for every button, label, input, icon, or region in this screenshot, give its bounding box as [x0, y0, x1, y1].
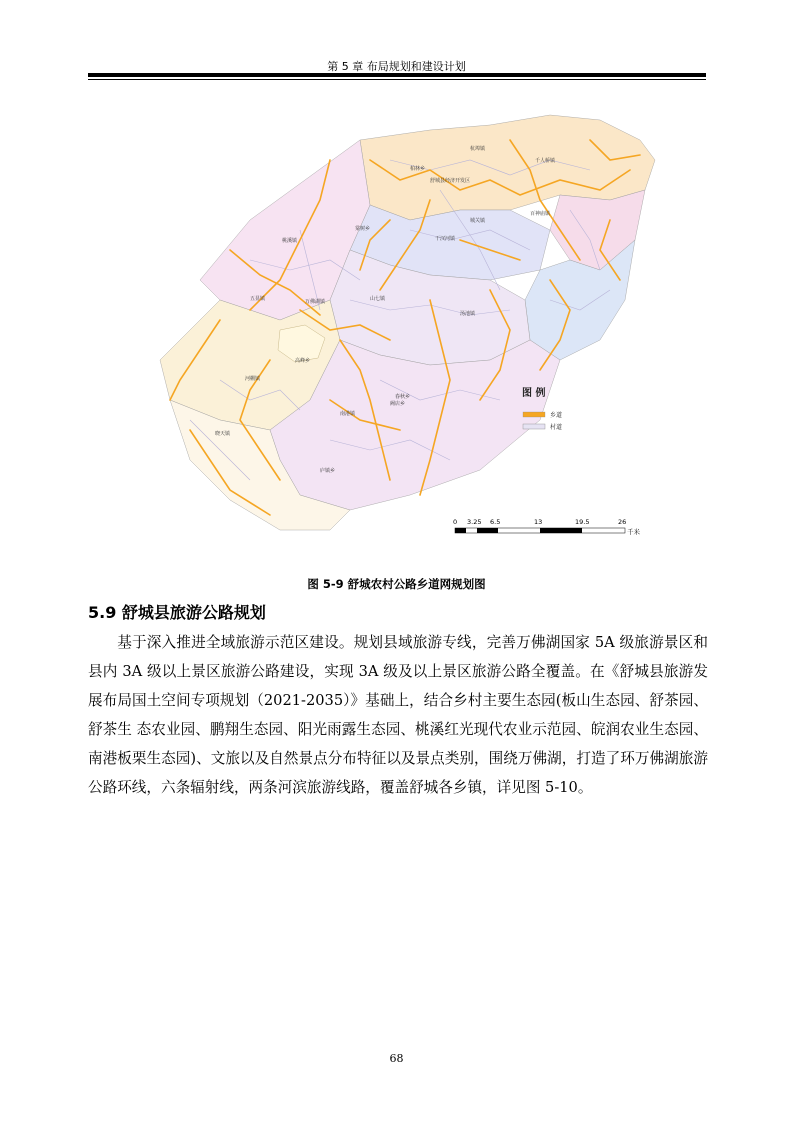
- scale-tick-label: 0: [453, 518, 458, 526]
- road-network-map: [130, 100, 670, 560]
- place-label: 五显镇: [250, 296, 266, 302]
- scale-bar: [453, 518, 641, 536]
- chapter-header: 第 5 章 布局规划和建设计划: [327, 60, 466, 73]
- place-label: 南港镇: [340, 411, 356, 417]
- place-label: 汤池镇: [460, 311, 476, 317]
- place-label: 晓天镇: [215, 431, 231, 437]
- place-label: 杭埠镇: [470, 146, 486, 152]
- scale-tick-label: 6.5: [490, 518, 501, 526]
- scale-unit: 千米: [627, 528, 640, 536]
- place-label: 柏林乡: [410, 166, 426, 172]
- legend-label-township-road: 乡道: [550, 412, 563, 419]
- place-label: 河棚镇: [245, 376, 261, 382]
- place-label: 百神庙镇: [530, 211, 551, 217]
- place-label: 舒城县经济开发区: [430, 178, 471, 184]
- place-label: 城关镇: [470, 218, 486, 224]
- page-number: 68: [389, 1052, 404, 1065]
- legend-label-village-road: 村道: [550, 424, 563, 431]
- legend-swatch-village-road: [523, 424, 545, 429]
- place-label: 万佛湖镇: [305, 299, 326, 305]
- body-paragraph: 基于深入推进全域旅游示范区建设。规划县域旅游专线，完善万佛湖国家 5A 级旅游景区和县内 3A 级以上景区旅游公路建设，实现 3A 级及以上景区旅游公路全覆盖。在《舒城县旅游发展布局国土空间专项规划（2021-2035）》基础上，结合乡村主要生态园(板山生态园、舒茶园、舒茶生 态农业园、鹏翔生态园、阳光雨露生态园、桃溪红光现代农业示范园、皖润农业生态园、南港板栗生态园)、文旅以及自然景点分布特征以及景点类别，围绕万佛湖，打造了环万佛湖旅游公路环线，六条辐射线，两条河滨旅游线路，覆盖舒城各乡镇，详见图 5-10。: [88, 634, 708, 796]
- place-label: 山七镇: [370, 296, 386, 302]
- scale-tick-label: 3.25: [467, 518, 482, 526]
- header-rule-thin: [88, 79, 706, 80]
- scale-tick-label: 26: [618, 518, 627, 526]
- legend-swatch-township-road: [523, 412, 545, 417]
- scale-tick-label: 19.5: [575, 518, 590, 526]
- place-label: 高峰乡: [295, 358, 311, 364]
- place-label: 桃溪镇: [282, 238, 298, 244]
- header-rule-thick: [88, 73, 706, 77]
- place-label: 千人桥镇: [535, 158, 556, 164]
- figure-caption: 图 5-9 舒城农村公路乡道网规划图: [307, 577, 486, 591]
- place-label: 棠树乡: [355, 226, 371, 232]
- scale-tick-label: 13: [534, 518, 543, 526]
- place-label: 干汊河镇: [435, 236, 456, 242]
- legend-title: 图 例: [522, 388, 546, 399]
- place-label: 庐镇乡: [320, 468, 336, 474]
- place-label: 春秋乡: [395, 394, 411, 400]
- section-heading: 5.9 舒城县旅游公路规划: [88, 603, 266, 622]
- place-label: 阙店乡: [390, 401, 406, 407]
